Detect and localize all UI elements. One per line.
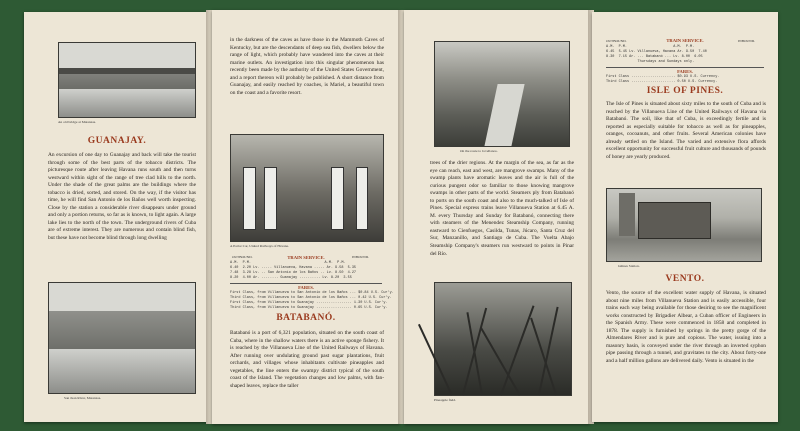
fare-row: First Class, from Villanueva to San Antonio de los Baños ... $0.84 U.S. Cur'y. <box>230 291 394 295</box>
timetable-row: A.M. P.M. A.M. P.M. <box>230 261 346 265</box>
outbound-label: OUTBOUND. <box>606 39 627 43</box>
page-4 <box>592 12 778 422</box>
page-2 <box>212 10 400 424</box>
photo-guines-station <box>606 188 762 262</box>
photo-route-jovellanos <box>434 41 570 147</box>
body-text: An excursion of one day to Guanajay and back will take the tourist through some of the best parts of the tobacco districts. The picturesque route after leaving Havana runs south and then turns westward within sight of the range of tree clad hills to the north. Under the shade of the great palms are the buildings where the tobacco is dried, sorted, and stored. On the way, if the visitor has time, he will find San Antonio de los Baños well worth inspecting. Close by the station a considerable river disappears under ground and only a portion returns, so far as is known, to light again. A large lake lies to the north of the town. The underground rivers of Cuba are of extreme interest. They are numerous and contain blind fish, but these have not become blind through long dwelling <box>48 152 196 242</box>
body-text: trees of the drier regions. At the margin of the sea, as far as the eye can reach, east and west, are mangrove swamps. Many of the swamp plants have aromatic leaves and the air is full of the curious pungent odor so familiar to those knowing mangrove swamps in other parts of the world. Steamers ply from Batabanó to ports on the south coast and also to the much-talked of Isle of Pines. Special express trains leave Villanueva Station at 6.45 A. M. every Thursday and Sunday for Batabanó, connecting there with steamers of the Menendez Steamship Company, running eastward to Cienfuegos, Casilda, Tunas, Júcaro, Santa Cruz del Sur, Manzanillo, and Santiago de Cuba. The Vuelta Abajo Steamship Company's steamers run westward to points in Pinar del Río. <box>430 160 574 257</box>
photo-caption: Güines Station. <box>618 264 640 268</box>
fare-row: Third Class, from Villanueva to Guanajay ................. 0.65 U.S. Cur'y. <box>230 306 388 310</box>
timetable-row: 7.48 3.28 Lv. .. San Antonio de los Baños .. Lv. 8.50 4.27 <box>230 271 357 275</box>
section-heading: VENTO. <box>665 274 705 284</box>
inbound-label: INBOUND. <box>738 39 756 43</box>
timetable-row: 6.45 5.45 Lv. Villanueva, Havana Ar. 9.50 7.40 <box>606 50 707 54</box>
photo-caption: An old bridge at Matanzas. <box>58 120 97 124</box>
photo-caption: San Juan River, Matanzas. <box>64 396 102 400</box>
photo-pineapple-field <box>434 282 572 396</box>
train-service-title: TRAIN SERVICE. <box>287 255 325 260</box>
timetable-row: 8.30 7.15 Ar. ... Batabanó ... Lv. 8.00 6.05 <box>606 55 703 59</box>
photo-caption: Pineapple field. <box>434 398 456 402</box>
body-text: Vento, the source of the excellent water supply of Havana, is situated about nine miles from Villanueva Station and is easily accessible, four trains each way being available for those desiring to see the magnificent works constructed by Brigadier Albear, a Cuban officer of Engineers in the Spanish Army. These were commenced in 1858 and completed in 1878. The supply is furnished by springs in the pretty gorge of the Almendares River and is pure and copious. The water, issuing into a masonry basin, is conveyed under the river through an inverted syphon pipe passing through a tunnel, and gravitates to the city. About forty-one and a half million gallons are delivered daily. Vento is situated in the <box>606 290 766 364</box>
fare-row: First Class ..................... $0.93 U.S. Currency. <box>606 75 720 79</box>
fares-title: FARES. <box>677 69 693 74</box>
section-heading: ISLE OF PINES. <box>646 86 724 96</box>
section-heading: BATABANÓ. <box>276 313 336 323</box>
body-text: in the darkness of the caves as have those in the Mammoth Caves of Kentucky, but are the descendants of deep sea fish, dwellers below the range of light, which probably have wandered into the caves at their marine outlets. An investigation into this singular phenomenon has recently been made by the authority of the United States Government, and a report thereon will probably be published. A short distance from Guanajay, and easily reached by coaches, is Mariel, a beautiful town on the coast and a favorite resort. <box>230 37 384 96</box>
page-1 <box>24 12 210 422</box>
body-text: Batabanó is a port of 6,321 population, situated on the south coast of Cuba, where in the shallow waters there is an active sponge fishery. It is reached by the Villanueva Line of the United Railways of Havana. After running over undulating ground past sugar plantations, fruit orchards, and villages whose inhabitants cultivate pineapples and vegetables, the line enters the swampy district typical of the south coast of the Island. The vegetation changes and low palms, with fan-shaped leaves, replace the taller <box>230 330 384 389</box>
timetable-row: 8.20 4.00 Ar. ........ Guanajay .......... Lv. 8.20 3.55 <box>230 276 352 280</box>
train-service-title: TRAIN SERVICE. <box>666 38 704 43</box>
section-heading: GUANAJAY. <box>87 136 147 146</box>
fares-title: FARES. <box>298 285 314 290</box>
photo-caption: On the route to Jovellanos. <box>460 149 498 153</box>
inbound-label: INBOUND. <box>352 255 370 259</box>
fare-row: First Class, from Villanueva to Guanajay ................. 1.30 U.S. Cur'y. <box>230 301 388 305</box>
photo-san-juan-river <box>48 282 196 394</box>
page-3 <box>404 10 590 424</box>
fare-row: Third Class ..................... 0.50 U.S. Currency. <box>606 80 718 84</box>
photo-caption: A Parlor Car, United Railways of Havana. <box>230 244 289 248</box>
timetable-row: 6.40 2.20 Lv. ..... Villanueva, Havana ..... Ar. 9.58 5.35 <box>230 266 357 270</box>
timetable-row: Thursdays and Sundays only. <box>606 60 695 64</box>
outbound-label: OUTBOUND. <box>232 255 253 259</box>
body-text: The Isle of Pines is situated about sixty miles to the south of Cuba and is reached by the Villanueva Line of the United Railways of Havana via Batabanó. The soil, like that of Cuba, is exceedingly fertile and is reported as especially suitable for tobacco as well as for pineapples, oranges, cocoanuts, and other fruits. Several American colonies have already settled on the Island. The varied and extensive flora affords excellent opportunity for successful fruit culture and thousands of pounds of honey are yearly produced. <box>606 101 766 160</box>
photo-parlor-car <box>230 134 384 242</box>
photo-old-bridge <box>58 42 196 118</box>
fare-row: Third Class, from Villanueva to San Antonio de los Baños ... 0.42 U.S. Cur'y. <box>230 296 392 300</box>
timetable-row: A.M. P.M. A.M. P.M. <box>606 45 695 49</box>
